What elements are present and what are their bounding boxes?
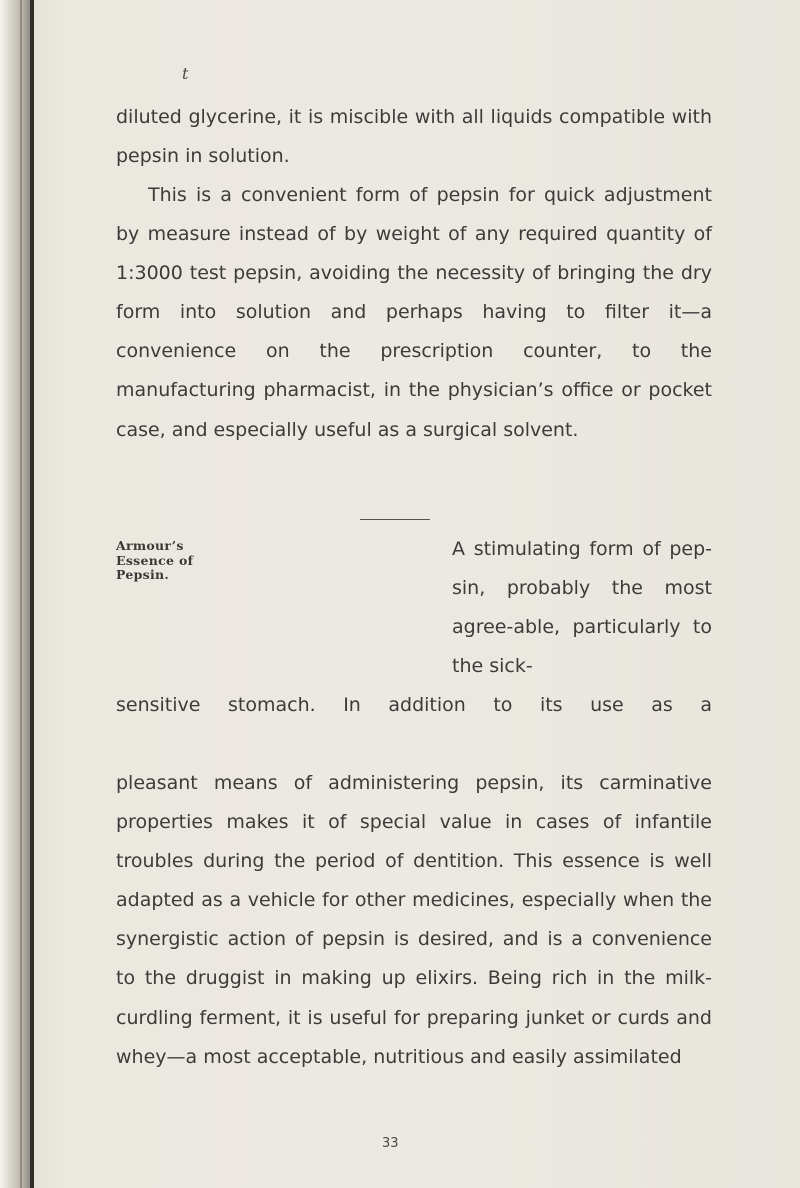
binding-shadow-line bbox=[20, 0, 22, 1188]
paragraph-convenient-form: This is a convenient form of pepsin for quick adjustment by measure instead of by weight of any required quantity of 1:3000 test pepsin, avoiding the necessity of bringing the dry form into solution and perhaps having to filter it—a convenience on the prescription counter, to the manufacturing pharmacist, in the physician’s office or pocket case, and especially useful as a surgical solvent. bbox=[116, 184, 712, 441]
side-heading-line-2: Essence of bbox=[116, 552, 194, 568]
side-heading bbox=[116, 539, 256, 583]
side-heading-line-1: Armour’s bbox=[116, 538, 184, 553]
paragraph-essence-lead-line: sensitive stomach. In addition to its use as a bbox=[116, 694, 712, 716]
paragraph-continuation: diluted glycerine, it is miscible with all liquids compatible with pepsin in solution. bbox=[116, 106, 712, 168]
page-binding-edge bbox=[0, 0, 34, 1188]
section-divider bbox=[360, 519, 430, 520]
binding-dark-edge bbox=[30, 0, 34, 1188]
page-number: 33 bbox=[382, 1136, 399, 1151]
paragraph-essence-intro: A stimulating form of pep-sin, probably the most agree-able, particularly to the sick- bbox=[452, 538, 712, 678]
stray-mark: t bbox=[182, 64, 189, 83]
paragraph-essence-body: pleasant means of administering pepsin, its carminative properties makes it of special value in cases of infantile troubles during the period of dentition. This essence is well adapted as a vehicle for other medicines, especially when the synergistic action of pepsin is desired, and is a convenience to the druggist in making up elixirs. Being rich in the milk-curdling ferment, it is useful for preparing junket or curds and whey—a most acceptable, nutritious and easily assimilated bbox=[116, 772, 712, 1068]
side-heading-line-3: Pepsin. bbox=[116, 567, 170, 582]
